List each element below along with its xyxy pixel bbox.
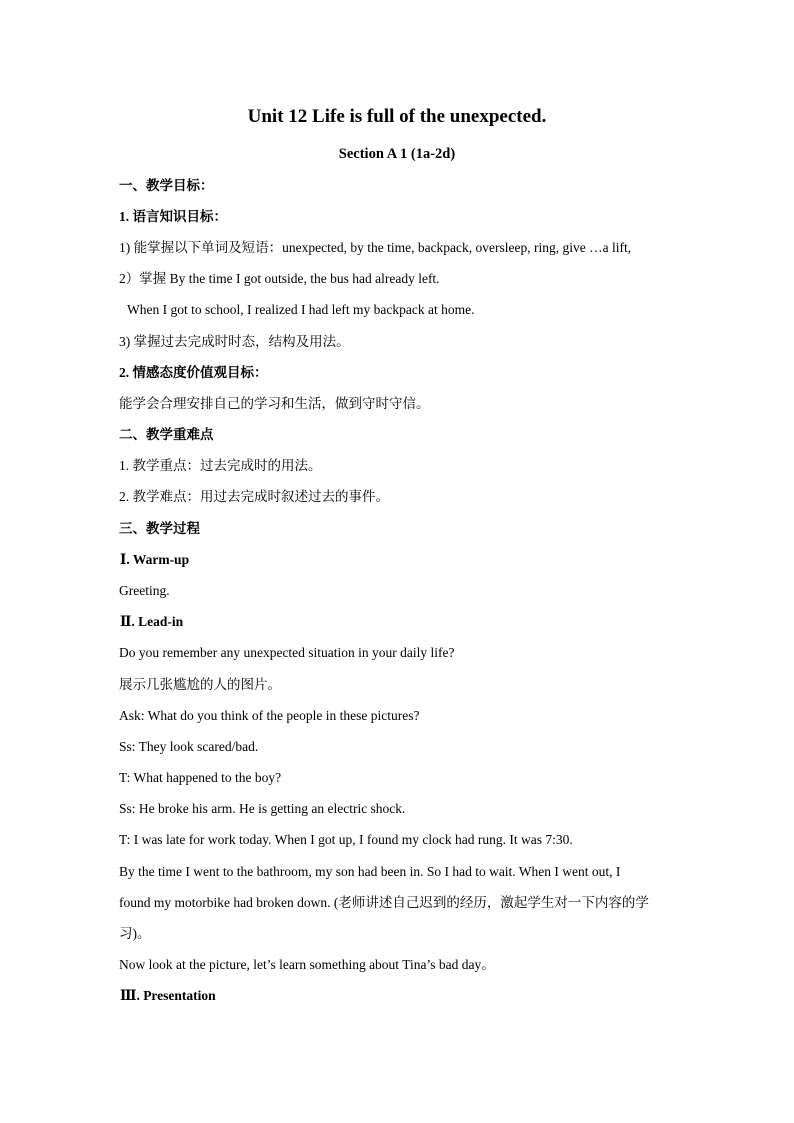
dialogue-ask: Ask: What do you think of the people in these pictures? <box>119 708 420 723</box>
heading-teaching-process: 三、教学过程 <box>119 521 200 536</box>
subheading-attitude-values: 2. 情感态度价值观目标： <box>119 365 268 380</box>
section-subtitle: Section A 1 (1a-2d) <box>338 146 456 162</box>
dialogue-ss-1: Ss: They look scared/bad. <box>119 739 259 754</box>
heading-teaching-objectives: 一、教学目标： <box>119 178 214 193</box>
heading-key-points: 二、教学重难点 <box>119 427 214 442</box>
picture-instruction: Now look at the picture, let’s learn something about Tina’s bad day。 <box>119 957 495 972</box>
story-line-1: By the time I went to the bathroom, my son had been in. So I had to wait. When I went out, I <box>119 864 621 879</box>
lead-in-question: Do you remember any unexpected situation in your daily life? <box>119 645 455 660</box>
story-line-2: found my motorbike had broken down. (老师讲述自己迟到的经历，激起学生对一下内容的学 <box>119 895 649 910</box>
objective-past-perfect: 3) 掌握过去完成时时态，结构及用法。 <box>119 334 350 349</box>
story-line-3: 习)。 <box>119 926 151 941</box>
key-point-2: 2. 教学难点：用过去完成时叙述过去的事件。 <box>119 489 389 504</box>
warm-up-greeting: Greeting. <box>119 583 170 598</box>
objective-attitude: 能学会合理安排自己的学习和生活，做到守时守信。 <box>119 396 430 411</box>
step-presentation: Ⅲ. Presentation <box>120 988 216 1003</box>
objective-grammar-example-2: When I got to school, I realized I had left my backpack at home. <box>127 302 475 317</box>
document-title: Unit 12 Life is full of the unexpected. <box>247 106 547 127</box>
step-warm-up: Ⅰ. Warm-up <box>120 552 190 567</box>
objective-grammar-example-1: 2）掌握 By the time I got outside, the bus had already left. <box>119 271 440 286</box>
dialogue-t-2: T: I was late for work today. When I got up, I found my clock had rung. It was 7:30. <box>119 832 573 847</box>
subheading-language-knowledge: 1. 语言知识目标： <box>119 209 227 224</box>
step-lead-in: Ⅱ. Lead-in <box>120 614 184 629</box>
objective-vocabulary: 1) 能掌握以下单词及短语：unexpected, by the time, backpack, oversleep, ring, give …a lift, <box>119 240 632 255</box>
dialogue-t-1: T: What happened to the boy? <box>119 770 282 785</box>
key-point-1: 1. 教学重点：过去完成时的用法。 <box>119 458 322 473</box>
dialogue-ss-2: Ss: He broke his arm. He is getting an electric shock. <box>119 801 406 816</box>
lead-in-show-pictures: 展示几张尴尬的人的图片。 <box>119 677 281 692</box>
